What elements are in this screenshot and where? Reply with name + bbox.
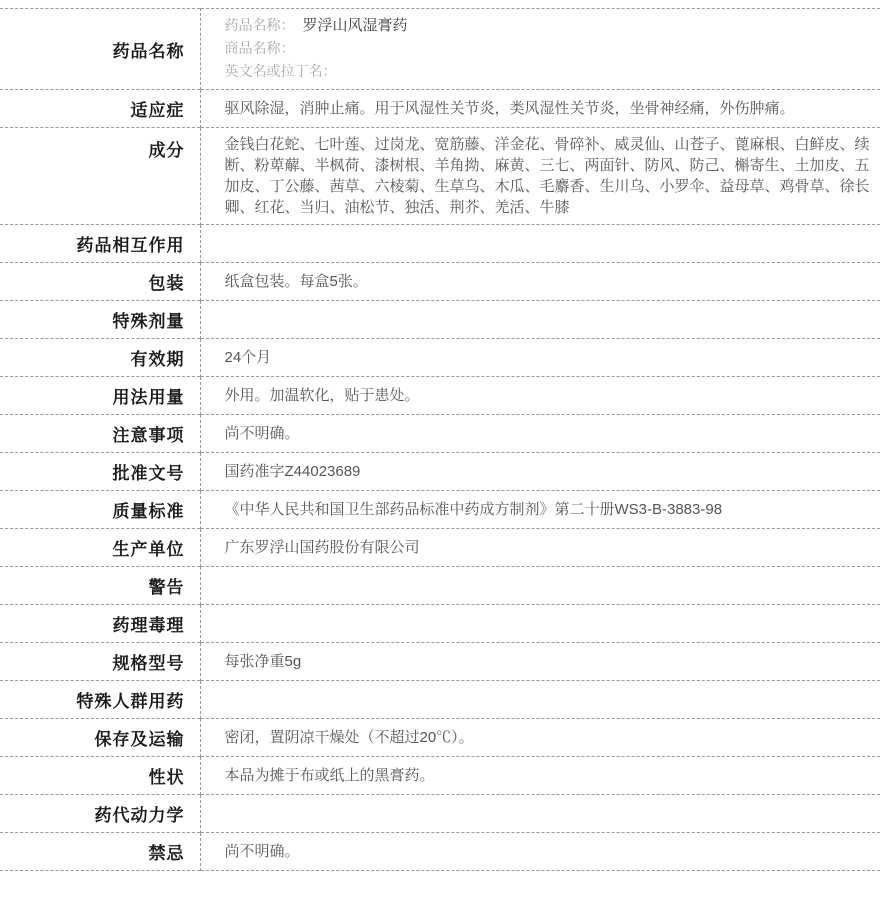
table-row-manufacturer [0,529,880,567]
table-row-indications [0,90,880,128]
row-label: 质量标准 [0,491,200,529]
row-label: 特殊剂量 [0,301,200,339]
row-label: 警告 [0,567,200,605]
row-label: 保存及运输 [0,719,200,757]
table-row-drug-name [0,9,880,90]
row-label: 注意事项 [0,415,200,453]
table-row-precautions [0,415,880,453]
table-row-quality-standard [0,491,880,529]
row-label: 性状 [0,757,200,795]
table-row-pharmacology-toxicology [0,605,880,643]
row-value [200,567,880,605]
row-value: 纸盒包装。每盒5张。 [224,273,368,290]
table-row-warning [0,567,880,605]
row-value: 24个月 [224,349,272,366]
row-label: 药品相互作用 [0,225,200,263]
row-value: 外用。加温软化，贴于患处。 [224,387,420,404]
drug-name-field-value: 罗浮山风湿膏药 [302,17,408,34]
table-row-specification [0,643,880,681]
table-row-packaging [0,263,880,301]
row-label: 成分 [0,128,200,225]
trade-name-line [225,37,871,60]
table-row-special-dosage [0,301,880,339]
row-value: 驱风除湿，消肿止痛。用于风湿性关节炎，类风湿性关节炎，坐骨神经痛，外伤肿痛。 [224,100,795,117]
row-value: 国药准字Z44023689 [224,463,361,480]
row-label: 用法用量 [0,377,200,415]
table-row-storage-transport [0,719,880,757]
drug-name-line [225,14,871,37]
row-value [200,301,880,339]
row-value: 尚不明确。 [224,843,300,860]
row-value: 本品为摊于布或纸上的黑膏药。 [224,767,435,784]
table-row-ingredients [0,128,880,225]
row-value: 金钱白花蛇、七叶莲、过岗龙、宽筋藤、洋金花、骨碎补、威灵仙、山苍子、蓖麻根、白鲜皮、续断、粉萆薢、半枫荷、漆树根、羊角拗、麻黄、三七、两面针、防风、防己、槲寄生、土加皮、五加皮、丁公藤、茜草、六棱菊、生草乌、木瓜、毛麝香、生川乌、小罗伞、益母草、鸡骨草、徐长卿、红花、当归、油松节、独活、荆芥、羌活、牛膝 [224,136,870,216]
row-value [200,225,880,263]
table-row-validity-period [0,339,880,377]
table-row-interactions [0,225,880,263]
row-value: 尚不明确。 [224,425,300,442]
row-value [200,681,880,719]
row-value: 广东罗浮山国药股份有限公司 [224,539,420,556]
row-label: 规格型号 [0,643,200,681]
row-label: 药理毒理 [0,605,200,643]
table-row-usage-dosage [0,377,880,415]
drug-info-table [0,8,880,871]
row-value: 每张净重5g [224,653,302,670]
row-label: 药代动力学 [0,795,200,833]
row-value: 《中华人民共和国卫生部药品标准中药成方制剂》第二十册WS3-B-3883-98 [224,501,723,518]
table-row-pharmacokinetics [0,795,880,833]
row-label-drug-name: 药品名称 [0,9,200,90]
row-value [200,605,880,643]
row-label: 包装 [0,263,200,301]
row-value [200,795,880,833]
row-label: 特殊人群用药 [0,681,200,719]
drug-name-field-label: 药品名称： [224,17,295,33]
row-value: 密闭，置阴凉干燥处（不超过20℃）。 [224,729,474,746]
table-row-special-population [0,681,880,719]
row-label: 有效期 [0,339,200,377]
english-name-field-label: 英文名或拉丁名： [224,63,337,79]
table-row-characteristics [0,757,880,795]
row-label: 适应症 [0,90,200,128]
row-label: 生产单位 [0,529,200,567]
table-row-contraindications [0,833,880,871]
table-row-approval-number [0,453,880,491]
row-value-drug-name [200,9,880,90]
trade-name-field-label: 商品名称： [224,40,295,56]
row-label: 禁忌 [0,833,200,871]
english-name-line [225,60,871,83]
row-label: 批准文号 [0,453,200,491]
